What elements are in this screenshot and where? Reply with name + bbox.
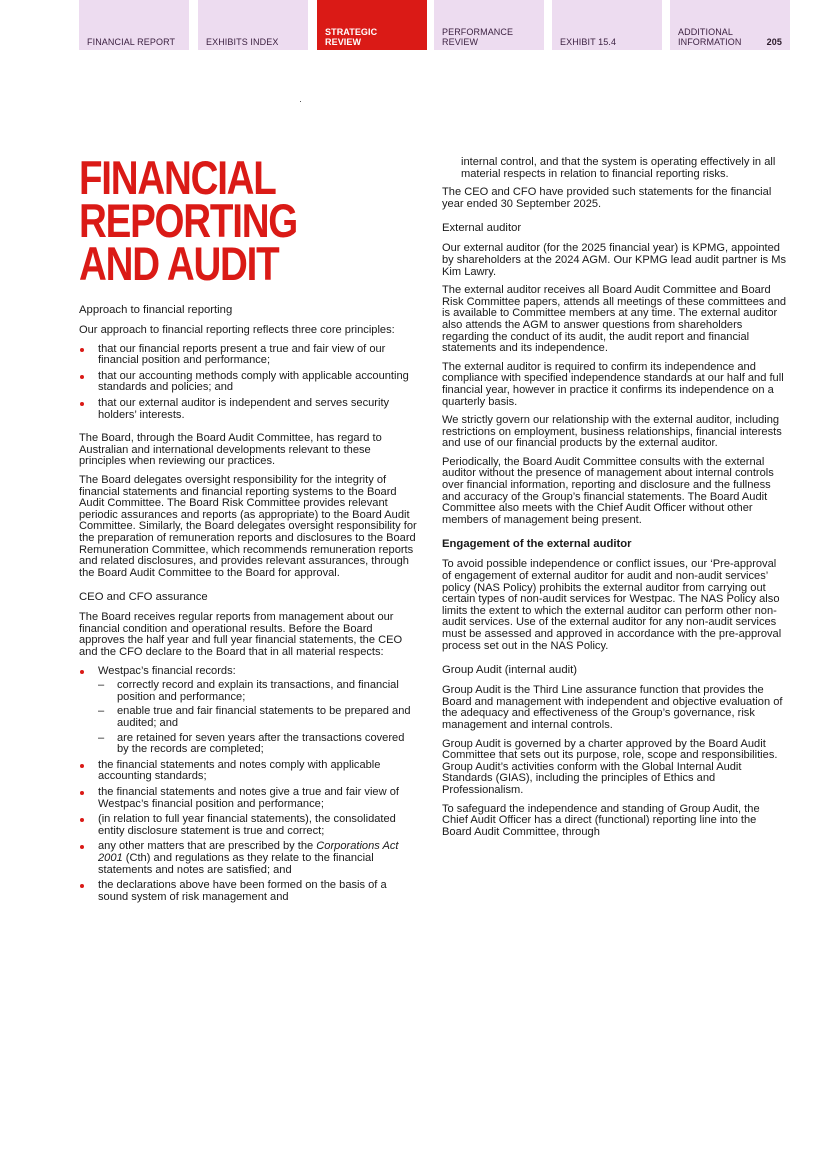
right-column [442, 157, 787, 845]
sub-list-item: – correctly record and explain its transactions, and financial position and performance; [98, 680, 419, 703]
group-audit-paragraph-1: Group Audit is the Third Line assurance function that provides the Board and management with independent and objective evaluation of the adequacy and effectiveness of the Group’s governance, risk management and internal controls. [442, 684, 783, 731]
board-paragraph-2: The Board delegates oversight responsibility for the integrity of financial statements and financial reporting systems to the Board Audit Committee. The Board Risk Committee provides relevant periodic assurances and reports (as appropriate) to the Board Audit Committee. Similarly, the Board delegates oversight responsibility for the preparation of remuneration reports and disclosures to the Board Remuneration Committee, which recommends remuneration reports and related disclosures, and provides relevant assurances, through the Board Audit Committee to the Board for approval. [79, 473, 417, 579]
tab-strategic-review-label: STRATEGIC REVIEW [325, 27, 378, 47]
approach-intro: Our approach to financial reporting reflects three core principles: [79, 324, 395, 336]
tab-financial-report-label: FINANCIAL REPORT [87, 37, 176, 47]
top-navigation [79, 0, 825, 50]
tab-performance-review[interactable] [434, 0, 544, 50]
sub-list-item: – enable true and fair financial statements to be prepared and audited; and [98, 706, 419, 729]
tab-additional-information-label: ADDITIONAL INFORMATION [678, 27, 742, 47]
records-sublist [98, 680, 419, 756]
engagement-paragraph: To avoid possible independence or conflict issues, our ‘Pre-approval of engagement of external auditor for audit and non-audit services’ policy (NAS Policy) prohibits the external auditor from carrying out certain types of non-audit services for Westpac. The NAS Policy also limits the extent to which the external auditor can perform other non-audit services. Use of the external auditor for any non-audit services must be assessed and approved in accordance with the pre-approval process set out in the NAS Policy. [442, 558, 782, 652]
ceo-cfo-heading: CEO and CFO assurance [79, 591, 208, 604]
page-title [79, 151, 407, 290]
tab-exhibit-15-4-label: EXHIBIT 15.4 [560, 37, 617, 47]
ceo-cfo-intro: The Board receives regular reports from management about our financial condition and operational results. Before the Board approves the half year and full year financial statements, the CEO and the CFO declare to the Board that in all material respects: [79, 611, 403, 659]
group-audit-paragraph-3: To safeguard the independence and standing of Group Audit, the Chief Audit Officer has a direct (functional) reporting line into the Board Audit Committee, through [442, 802, 760, 838]
continuation-text: internal control, and that the system is operating effectively in all material respects in relation to financial reporting risks. [461, 156, 776, 180]
external-auditor-heading: External auditor [442, 222, 522, 235]
list-item-records [79, 666, 419, 756]
board-paragraph-1: The Board, through the Board Audit Committee, has regard to Australian and international developments relevant to these principles when reviewing our practices. [79, 432, 382, 468]
engagement-heading: Engagement of the external auditor [442, 538, 632, 551]
list-item: (in relation to full year financial statements), the consolidated entity disclosure statement is true and correct; [79, 814, 419, 837]
page-title-line-1: FINANCIAL [79, 151, 276, 204]
tab-additional-information[interactable] [670, 0, 790, 50]
tab-exhibit-15-4[interactable] [552, 0, 662, 50]
stray-dot [300, 101, 301, 102]
group-audit-paragraph-2: Group Audit is governed by a charter approved by the Board Audit Committee that sets out its purpose, role, scope and responsibilities. Group Audit’s activities conform with the Global Internal Audit Standards (GIAS), including the principles of Ethics and Professionalism. [442, 737, 778, 796]
tab-financial-report[interactable] [79, 0, 189, 50]
sub-list-item: – are retained for seven years after the transactions covered by the records are completed; [98, 733, 419, 756]
page-title-line-2: REPORTING [79, 194, 298, 247]
external-auditor-paragraph-3: The external auditor is required to confirm its independence and compliance with specified independence standards at our half and full financial year, however in practice it confirms its independence on a quarterly basis. [442, 360, 784, 408]
external-auditor-paragraph-1: Our external auditor (for the 2025 financial year) is KPMG, appointed by shareholders at the 2024 AGM. Our KPMG lead audit partner is Ms Kim Lawry. [442, 242, 787, 278]
tab-exhibits-index[interactable] [198, 0, 308, 50]
page-number: 205 [766, 37, 782, 47]
list-item: that our external auditor is independent and serves security holders’ interests. [79, 398, 419, 421]
list-item: the financial statements and notes comply with applicable accounting standards; [79, 760, 419, 783]
list-item: the declarations above have been formed on the basis of a sound system of risk management and [79, 880, 419, 903]
external-auditor-paragraph-2: The external auditor receives all Board Audit Committee and Board Risk Committee papers, attends all meetings of these committees and is available to Committee members at any time. The external auditor also attends the AGM to answer questions from shareholders regarding the conduct of its audit, the audit report and financial statements and its independence. [442, 284, 787, 355]
corp-pre: any other matters that are prescribed by the [98, 840, 317, 853]
tab-exhibits-index-label: EXHIBITS INDEX [206, 37, 279, 47]
list-item: that our accounting methods comply with applicable accounting standards and policies; and [79, 371, 419, 394]
page-title-line-3: AND AUDIT [79, 237, 279, 290]
group-audit-heading: Group Audit (internal audit) [442, 664, 578, 677]
approach-heading: Approach to financial reporting [79, 304, 233, 316]
tab-performance-review-label: PERFORMANCE REVIEW [442, 27, 514, 47]
list-item: that our financial reports present a true and fair view of our financial position and performance; [79, 344, 419, 367]
statements-paragraph: The CEO and CFO have provided such statements for the financial year ended 30 September 2025. [442, 186, 772, 210]
principles-list [79, 344, 419, 422]
list-item: the financial statements and notes give a true and fair view of Westpac’s financial position and performance; [79, 787, 419, 810]
corp-act-title: Corporations Act 2001 [98, 840, 399, 864]
declarations-list [79, 666, 419, 904]
external-auditor-paragraph-5: Periodically, the Board Audit Committee consults with the external auditor without the presence of management about internal controls over financial information, reporting and disclosure and the fullness and accuracy of the Group’s financial statements. The Board Audit Committee also meets with the Chief Audit Officer without other members of management being present. [442, 455, 774, 526]
tab-strategic-review[interactable] [317, 0, 427, 50]
list-item-corporations-act [79, 841, 419, 876]
records-label: Westpac’s financial records: [98, 664, 236, 677]
corp-post: (Cth) and regulations as they relate to the financial statements and notes are satisfied; and [98, 851, 374, 876]
left-column [79, 150, 419, 910]
external-auditor-paragraph-4: We strictly govern our relationship with the external auditor, including restrictions on employment, business relationships, financial interests and use of our financial products by the external auditor. [442, 414, 782, 450]
